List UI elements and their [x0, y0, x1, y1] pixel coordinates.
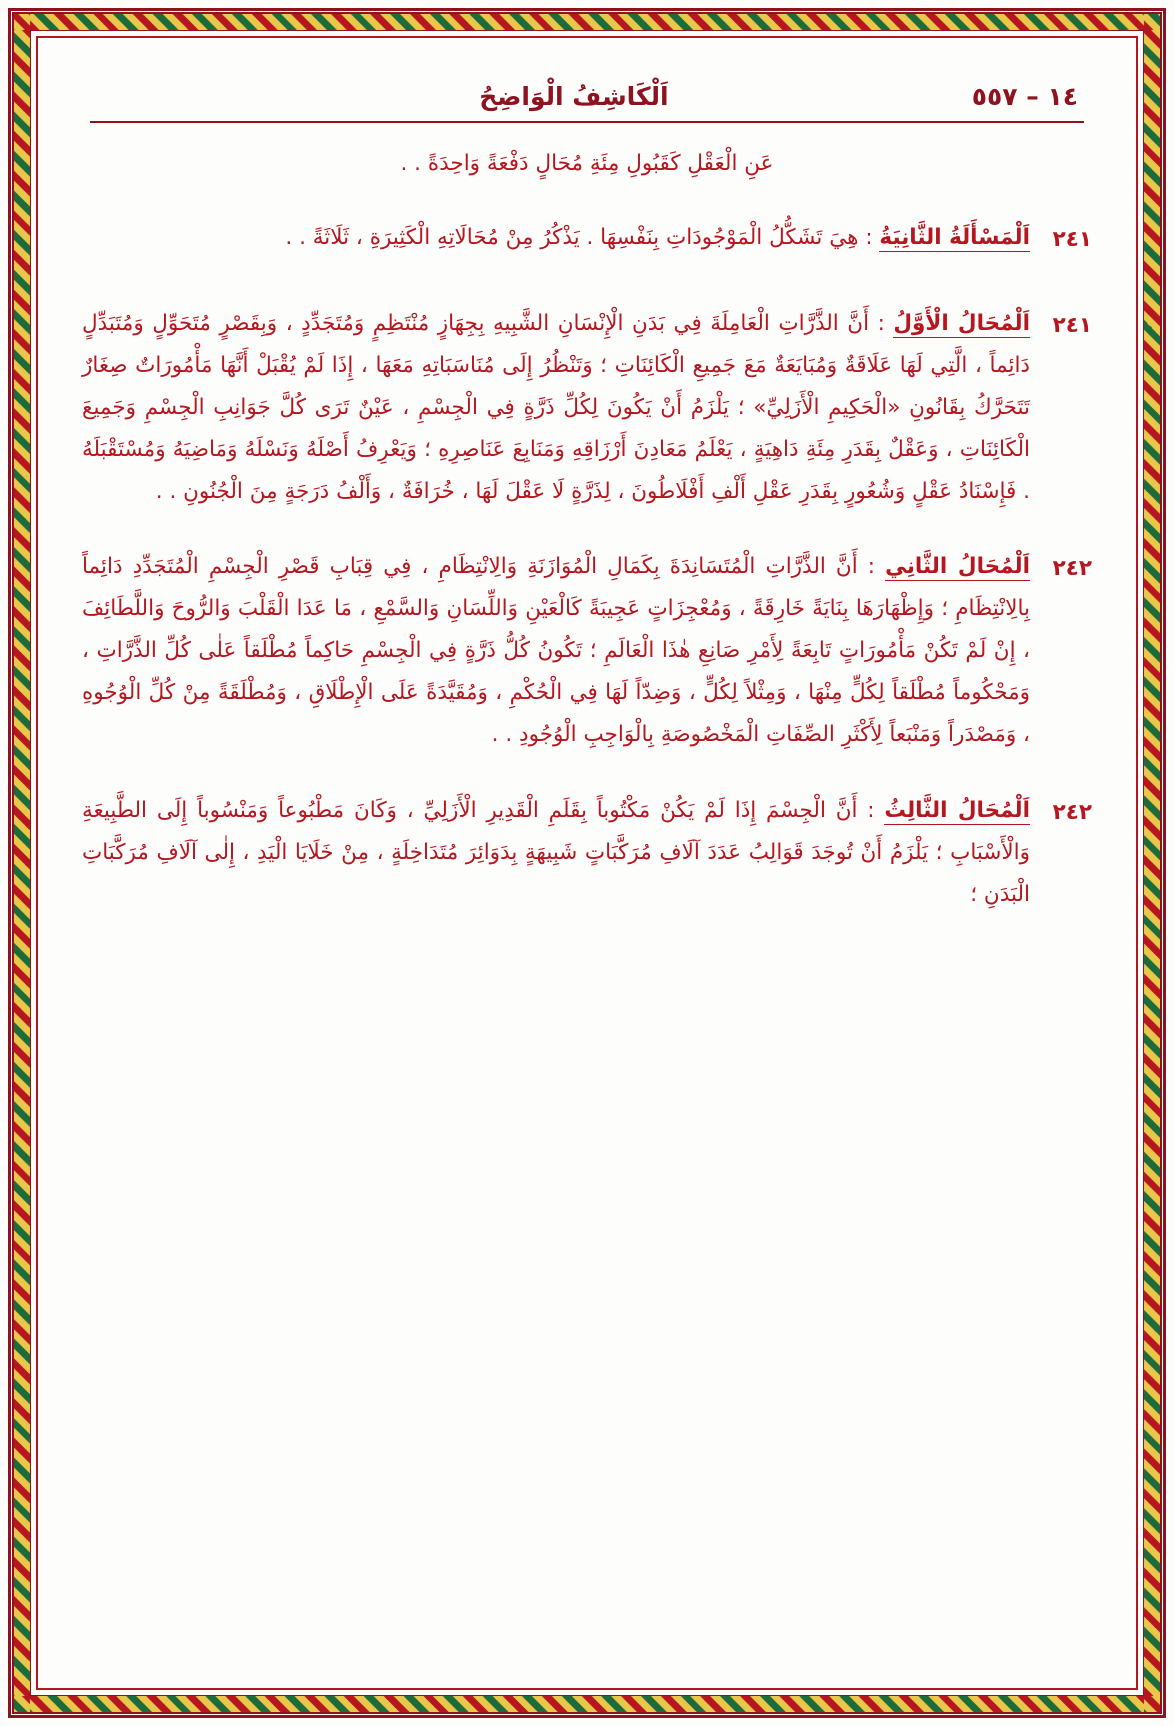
document-body: [82, 143, 1092, 916]
book-title: اَلْكَاشِفُ الْوَاضِحُ: [479, 82, 669, 111]
paragraph-lead: اَلْمُحَالُ الثَّالِثُ: [884, 798, 1030, 824]
paragraph-lead: اَلْمُحَالُ الثَّانِي: [885, 554, 1030, 580]
spacer: [82, 538, 1092, 546]
paragraph-number: ٢٤١: [1052, 226, 1092, 252]
numbered-paragraph: [82, 303, 1092, 513]
paragraph-number: ٢٤١: [1052, 312, 1092, 338]
numbered-paragraph: [82, 790, 1092, 916]
paragraph-text: : أَنَّ الْجِسْمَ إِذَا لَمْ يَكُنْ مَكْتُوباً بِقَلَمِ الْقَدِيرِ الْأَزَلِيِّ ، وَكَانَ مَطْبُوعاً وَمَنْسُوباً إِلَى الطَّبِيعَةِ وَالْأَسْبَابِ ؛ يَلْزَمُ أَنْ تُوجَدَ قَوَالِبُ عَدَدَ آلَافِ مُرَكَّبَاتٍ شَبِيهَةٍ بِدَوَائِرَ مُتَدَاخِلَةٍ ، مِنْ خَلَايَا الْيَدِ ، إِلٰى آلَافِ مُرَكَّبَاتِ الْبَدَنِ ؛: [82, 798, 1030, 907]
numbered-paragraph: [82, 217, 1092, 259]
spacer: [82, 209, 1092, 217]
page-content: [60, 60, 1114, 1666]
paragraph-lead: اَلْمَسْأَلَةُ الثَّانِيَةُ: [879, 224, 1030, 250]
paragraph-text: : أَنَّ الذَّرَّاتِ الْمُتَسَانِدَةَ بِكَمَالِ الْمُوَازَنَةِ وَالِانْتِظَامِ ، فِي قِبَابِ قَصْرِ الْجِسْمِ الْمُتَجَدِّدِ دَائِماً بِالِانْتِظَامِ ؛ وَإِظْهَارَهَا بِنَايَةً خَارِقَةً ، وَمُعْجِزَاتٍ عَجِيبَةً كَالْعَيْنِ وَاللِّسَانِ وَالسَّمْعِ ، مَا عَدَا الْقَلْبَ وَالرُّوحَ وَاللَّطَائِفَ ، إِنْ لَمْ تَكُنْ مَأْمُورَاتٍ تَابِعَةً لِأَمْرِ صَانِعِ هٰذَا الْعَالَمِ ؛ تَكُونُ كُلُّ ذَرَّةٍ فِي الْجِسْمِ حَاكِماً مُطْلَقاً عَلٰى كُلِّ الذَّرَّاتِ ، وَمَحْكُوماً مُطْلَقاً لِكُلٍّ مِنْهَا ، وَمِثْلاً لِكُلٍّ ، وَضِدّاً لَهَا فِي الْحُكْمِ ، وَمُقَيَّدَةً عَلَى الْإِطْلَاقِ ، وَمُطْلَقَةً مِنْ كُلِّ الْوُجُوهِ ، وَمَصْدَراً وَمَنْبَعاً لِأَكْثَرِ الصِّفَاتِ الْمَخْصُوصَةِ بِالْوَاجِبِ الْوُجُودِ . .: [82, 554, 1030, 748]
paragraph-text: : أَنَّ الذَّرَّاتِ الْعَامِلَةَ فِي بَدَنِ الْإِنْسَانِ الشَّبِيهِ بِجِهَازٍ مُنْتَظِمٍ وَمُتَجَدِّدٍ ، وَبِقَصْرٍ مُتَحَوِّلٍ وَمُتَبَدِّلٍ دَائِماً ، الَّتِي لَهَا عَلَاقَةٌ وَمُبَايَعَةٌ مَعَ جَمِيعِ الْكَائِنَاتِ ؛ وَتَنْظُرُ إِلَى مُنَاسَبَاتِهِ مَعَهَا ، إِذَا لَمْ يُقْبَلْ أَنَّهَا مَأْمُورَاتٌ صِغَارٌ تَتَحَرَّكُ بِقَانُونِ «الْحَكِيمِ الْأَزَلِيِّ» ؛ يَلْزَمُ أَنْ يَكُونَ لِكُلِّ ذَرَّةٍ فِي الْجِسْمِ ، عَيْنٌ تَرَى كُلَّ جَوَانِبِ الْجِسْمِ وَجَمِيعَ الْكَائِنَاتِ ، وَعَقْلٌ بِقَدَرِ مِئَةِ دَاهِيَةٍ ، يَعْلَمُ مَعَادِنَ أَرْزَاقِهِ وَمَنَابِعَ عَنَاصِرِهِ ؛ وَيَعْرِفُ أَصْلَهُ وَنَسْلَهُ وَمَاضِيَهُ وَمُسْتَقْبَلَهُ . فَإِسْنَادُ عَقْلٍ وَشُعُورٍ بِقَدَرِ عَقْلِ أَلْفِ أَفْلَاطُونَ ، لِذَرَّةٍ لَا عَقْلَ لَهَا ، خُرَافَةٌ ، وَأَلْفُ دَرَجَةٍ مِنَ الْجُنُونِ . .: [82, 310, 1030, 504]
page-number: ١٤ – ٥٥٧: [971, 82, 1078, 111]
header-divider: [90, 121, 1084, 123]
running-header: [82, 78, 1092, 111]
numbered-paragraph: [82, 546, 1092, 756]
intro-paragraph: عَنِ الْعَقْلِ كَقَبُولِ مِئَةِ مُحَالٍ دَفْعَةً وَاحِدَةً . .: [400, 151, 774, 176]
spacer: [82, 285, 1092, 303]
paragraph-number: ٢٤٢: [1052, 556, 1092, 582]
spacer: [82, 782, 1092, 790]
paragraph-text: : هِيَ تَشَكُّلُ الْمَوْجُودَاتِ بِنَفْسِهَا . يَذْكُرُ مِنْ مُحَالَاتِهِ الْكَثِيرَةِ ، ثَلَاثَةً . .: [285, 224, 880, 250]
paragraph-number: ٢٤٢: [1052, 800, 1092, 826]
paragraph-lead: اَلْمُحَالُ الْأَوَّلُ: [893, 310, 1030, 336]
